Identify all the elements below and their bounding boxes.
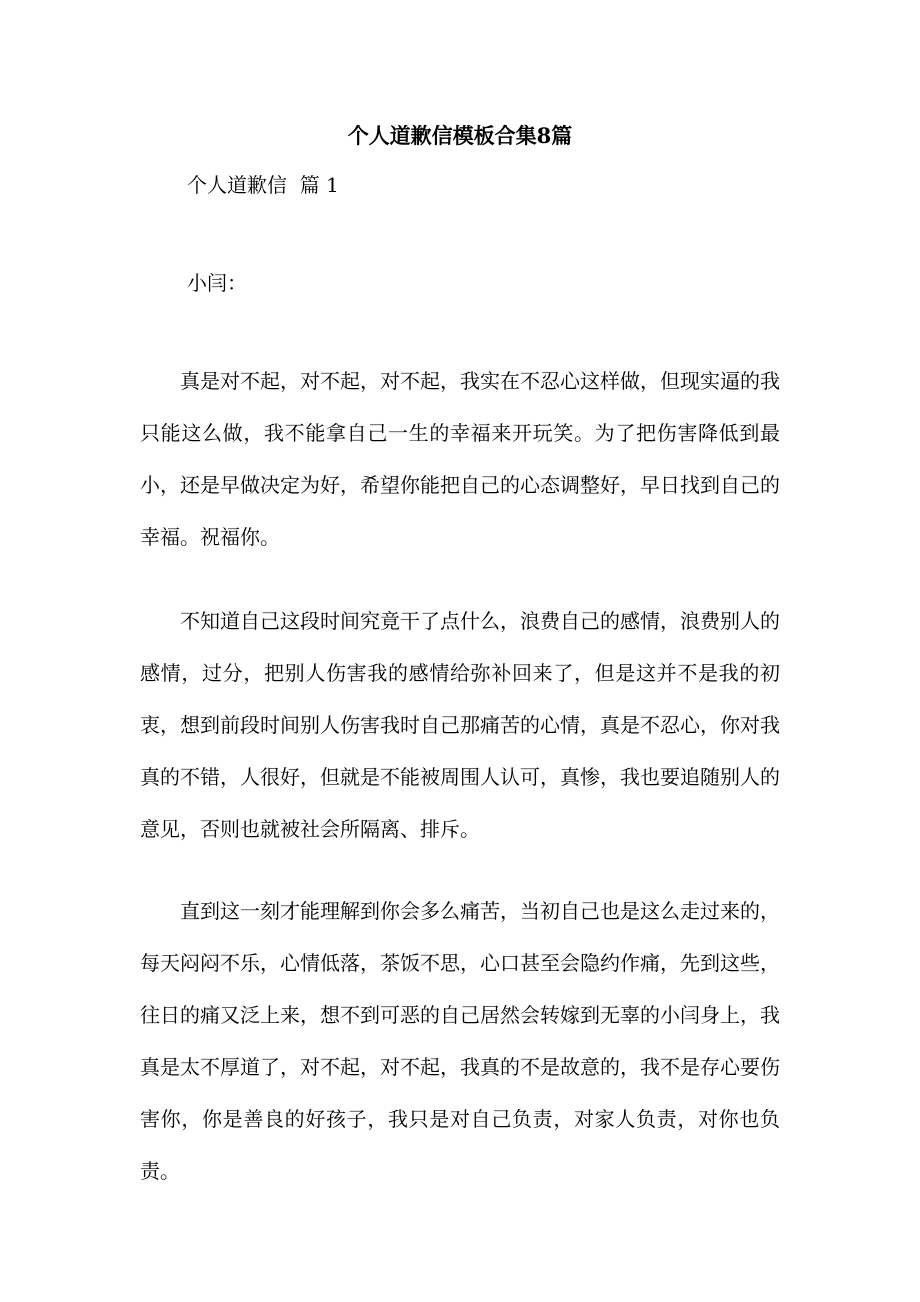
letter-paragraph-2: 不知道自己这段时间究竟干了点什么，浪费自己的感情，浪费别人的感情，过分，把别人伤害我的感情给弥补回来了，但是这并不是我的初衷，想到前段时间别人伤害我时自己那痛苦的心情，真是不忍心，你对我真的不错，人很好，但就是不能被周围人认可，真惨，我也要追随别人的意见，否则也就被社会所隔离、排斥。 <box>140 609 780 841</box>
letter-paragraph-1: 真是对不起，对不起，对不起，我实在不忍心这样做，但现实逼的我只能这么做，我不能拿自己一生的幸福来开玩笑。为了把伤害降低到最小，还是早做决定为好，希望你能把自己的心态调整好，早日找到自己的幸福。祝福你。 <box>140 369 780 549</box>
section-heading: 个人道歉信 篇 1 <box>187 173 339 197</box>
letter-paragraph-3: 直到这一刻才能理解到你会多么痛苦，当初自己也是这么走过来的，每天闷闷不乐，心情低落，茶饭不思，心口甚至会隐约作痛，先到这些，往日的痛又泛上来，想不到可恶的自己居然会转嫁到无辜的小闫身上，我真是太不厚道了，对不起，对不起，我真的不是故意的，我不是存心要伤害你，你是善良的好孩子，我只是对自己负责，对家人负责，对你也负责。 <box>140 899 780 1183</box>
document-title: 个人道歉信模板合集8篇 <box>347 123 573 148</box>
letter-salutation: 小闫： <box>187 271 247 295</box>
